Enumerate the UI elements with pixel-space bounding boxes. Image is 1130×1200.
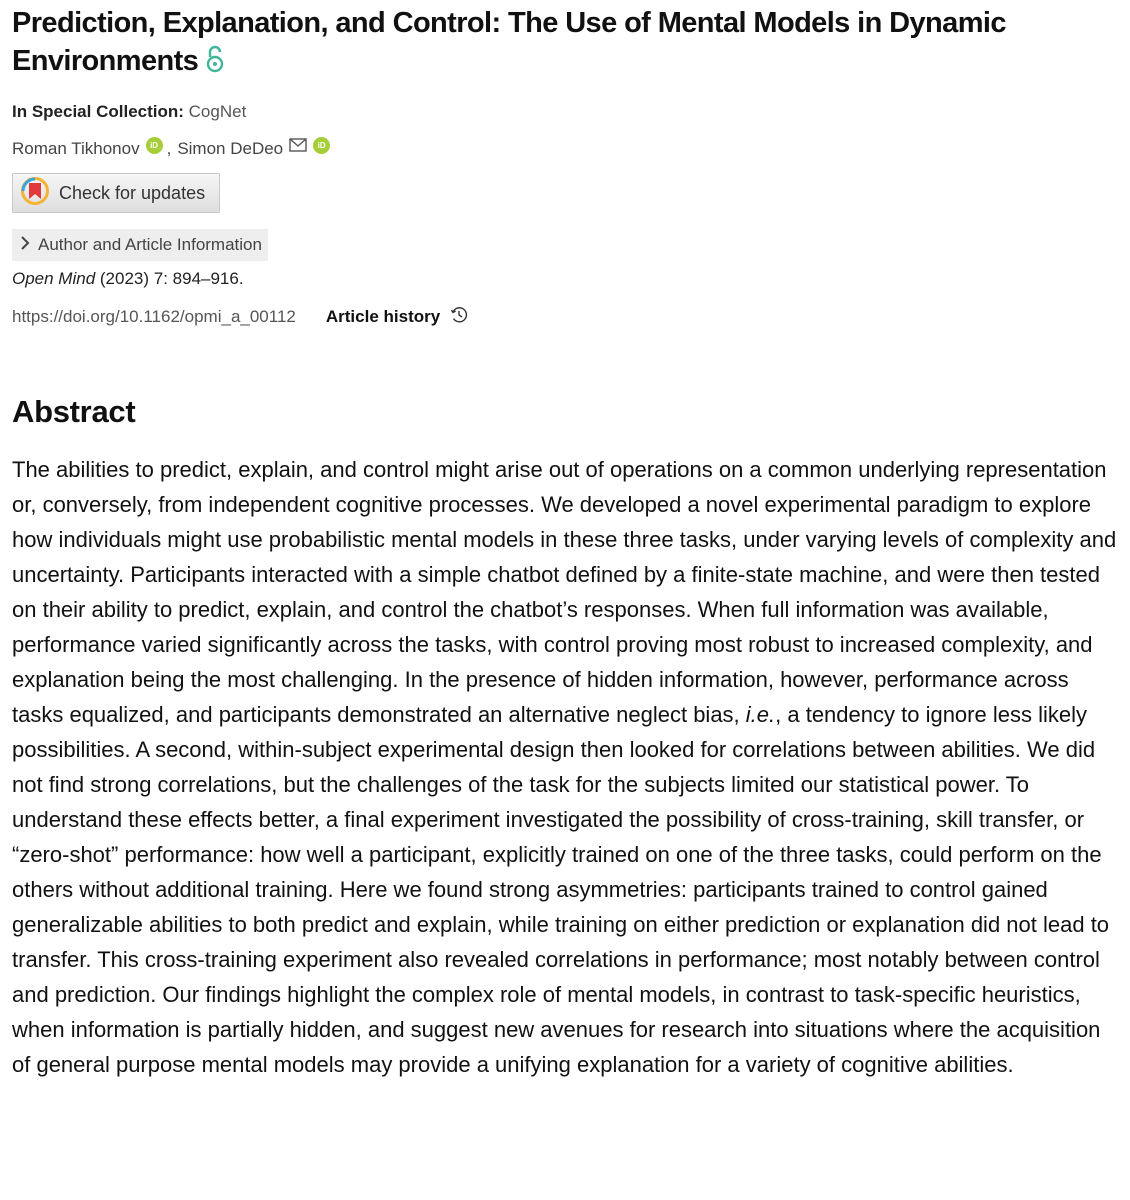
author-info-toggle[interactable] [12,229,268,261]
author-list [12,139,1118,159]
author-name[interactable]: Roman Tikhonov [12,139,140,158]
crossmark-icon [21,177,49,210]
article-title-text: Prediction, Explanation, and Control: The Use of Mental Models in Dynamic Environments [12,7,1006,77]
special-collection [12,101,1118,123]
orcid-icon[interactable]: iD [313,137,330,154]
collection-label: In Special Collection: [12,102,184,121]
abstract-heading: Abstract [12,394,136,429]
article-title [12,4,1112,83]
chevron-right-icon [20,235,30,255]
check-updates-button[interactable] [12,173,220,213]
open-access-lock-icon [206,45,224,83]
author-info-label: Author and Article Information [38,235,262,254]
author-separator: , [166,139,172,158]
doi-link[interactable]: https://doi.org/10.1162/opmi_a_00112 [12,306,296,326]
doi-row [12,305,1118,328]
orcid-icon[interactable]: iD [146,137,163,154]
journal-name: Open Mind [12,269,96,288]
mail-icon[interactable] [289,137,307,157]
abstract-ie: i.e. [745,702,776,727]
citation-details: (2023) 7: 894–916. [95,269,244,288]
abstract-part-1: The abilities to predict, explain, and control might arise out of operations on a common underlying representation or, conversely, from independent cognitive processes. We developed a novel experimental paradigm to explore how individuals might use probabilistic mental models in these three tasks, under varying levels of complexity and uncertainty. Participants interacted with a simple chatbot defined by a finite-state machine, and were then tested on their ability to predict, explain, and control the chatbot’s responses. When full information was available, performance varied significantly across the tasks, with control proving most robust to increased complexity, and explanation being the most challenging. In the presence of hidden information, however, performance across tasks equalized, and participants demonstrated an alternative neglect bias, [12,457,1117,727]
article-history-link[interactable]: Article history [325,306,441,326]
abstract-text [12,452,1120,1082]
check-updates-label: Check for updates [59,182,206,203]
author-name[interactable]: Simon DeDeo [177,139,284,158]
citation [12,269,1118,289]
abstract-part-2: , a tendency to ignore less likely possibilities. A second, within-subject experimental design then looked for correlations between abilities. We did not find strong correlations, but the challenges of the task for the subjects limited our statistical power. To understand these effects better, a final experiment investigated the possibility of cross-training, skill transfer, or “zero-shot” performance: how well a participant, explicitly trained on one of the three tasks, could perform on the others without additional training. Here we found strong asymmetries: participants trained to control gained generalizable abilities to both predict and explain, while training on either prediction or explanation did not lead to transfer. This cross-training experiment also revealed correlations in performance; most notably between control and prediction. Our findings highlight the complex role of mental models, in contrast to task-specific heuristics, when information is partially hidden, and suggest new avenues for research into situations where the acquisition of general purpose mental models may provide a unifying explanation for a variety of cognitive abilities. [12,702,1110,1077]
collection-link[interactable]: CogNet [188,102,247,121]
history-clock-icon[interactable] [450,306,468,329]
